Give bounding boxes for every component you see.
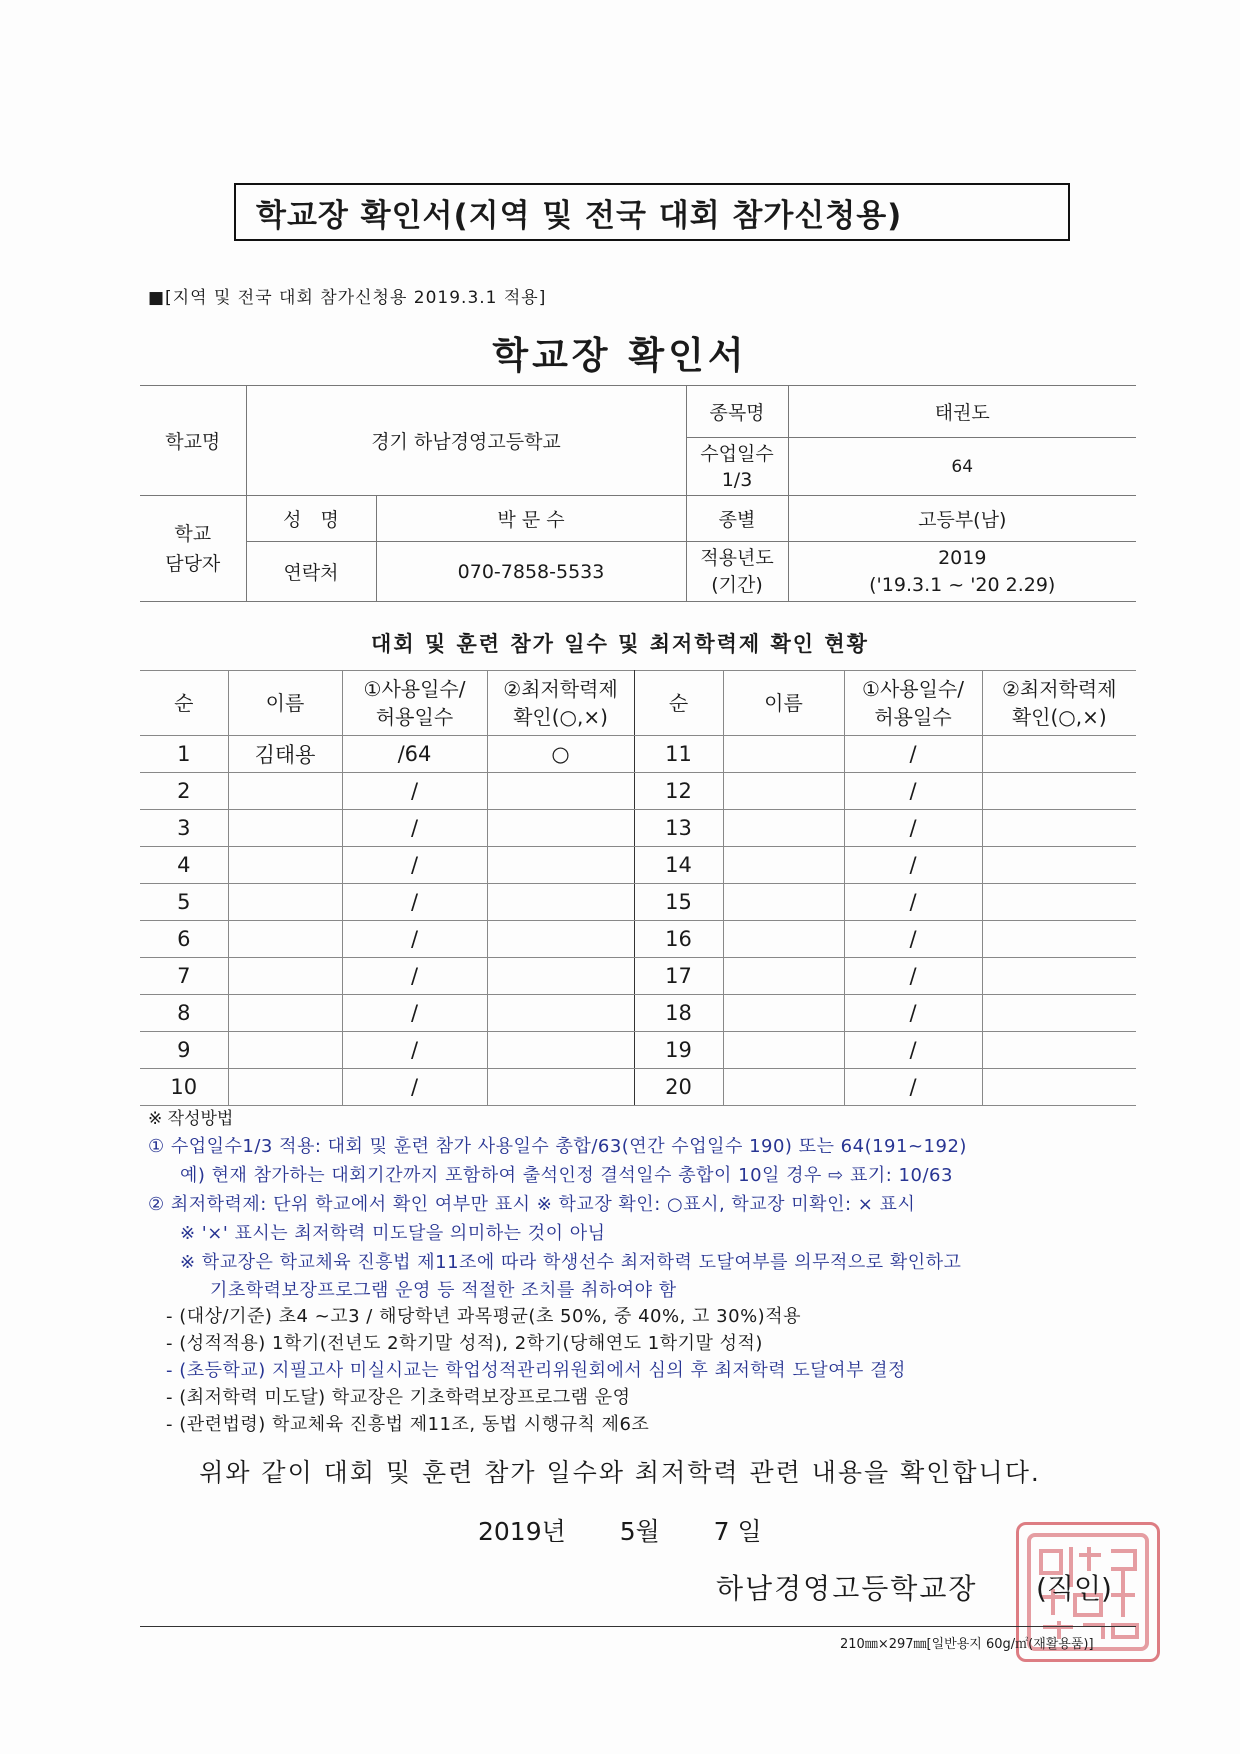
bottom-rule [140, 1626, 1136, 1627]
school-name-label: 학교명 [140, 386, 246, 496]
manager-name-value: 박 문 수 [376, 496, 686, 542]
cell-days: / [844, 921, 982, 958]
school-info-table [140, 385, 1136, 602]
participants-table [140, 670, 1136, 1106]
cell-days: / [342, 1069, 487, 1106]
note-4: ※ '×' 표시는 최저학력 미도달을 의미하는 것이 아님 [180, 1223, 606, 1244]
cell-name [228, 773, 342, 810]
header-days: ①사용일수/ 허용일수 [342, 671, 487, 736]
cell-name [723, 921, 844, 958]
document-heading: 학교장 확인서 [492, 334, 748, 377]
cell-no: 16 [634, 921, 723, 958]
note-3: ② 최저학력제: 단위 학교에서 확인 여부만 표시 ※ 학교장 확인: ○표시, 학교장 미확인: × 표시 [148, 1194, 916, 1215]
cell-no: 17 [634, 958, 723, 995]
cell-days: / [342, 1032, 487, 1069]
year-label: 적용년도 (기간) [686, 542, 788, 602]
cell-no: 7 [140, 958, 228, 995]
table-row [140, 1069, 1136, 1106]
cell-name [723, 773, 844, 810]
section-heading: 대회 및 훈련 참가 일수 및 최저학력제 확인 현황 [371, 632, 869, 656]
cell-check [982, 847, 1136, 884]
table-row [140, 958, 1136, 995]
cell-check [982, 736, 1136, 773]
cell-days: / [844, 958, 982, 995]
paper-spec-footnote: 210㎜×297㎜[일반용지 60g/㎡(재활용품)] [840, 1637, 1094, 1652]
cell-days: / [342, 773, 487, 810]
header-check: ②최저학력제 확인(○,×) [982, 671, 1136, 736]
cell-name [228, 921, 342, 958]
cell-check [982, 773, 1136, 810]
cell-no: 2 [140, 773, 228, 810]
year-cell [788, 542, 1136, 602]
note-7: - (대상/기준) 초4 ~고3 / 해당학년 과목평균(초 50%, 중 40%, 고 30%)적용 [166, 1306, 801, 1327]
cell-days: / [844, 847, 982, 884]
note-2: 예) 현재 참가하는 대회기간까지 포함하여 출석인정 결석일수 총합이 10일 경우 ⇨ 표기: 10/63 [180, 1165, 953, 1186]
cell-name [228, 1032, 342, 1069]
division-label: 종별 [686, 496, 788, 542]
table-row [140, 1032, 1136, 1069]
cell-check [487, 810, 634, 847]
cell-no: 6 [140, 921, 228, 958]
period-value: ('19.3.1 ~ '20 2.29) [869, 573, 1056, 596]
cell-name [228, 884, 342, 921]
contact-label: 연락처 [246, 542, 376, 602]
cell-check [487, 1069, 634, 1106]
cell-name [228, 847, 342, 884]
table-row [140, 884, 1136, 921]
cell-check [982, 995, 1136, 1032]
cell-no: 11 [634, 736, 723, 773]
cell-name [723, 884, 844, 921]
table-row [140, 736, 1136, 773]
cell-check [487, 921, 634, 958]
cell-days: / [342, 921, 487, 958]
cell-no: 10 [140, 1069, 228, 1106]
cell-no: 12 [634, 773, 723, 810]
cell-no: 9 [140, 1032, 228, 1069]
class-days-value: 64 [788, 438, 1136, 496]
applicability-note: ■[지역 및 전국 대회 참가신청용 2019.3.1 적용] [148, 288, 547, 308]
cell-check [487, 847, 634, 884]
cell-name [723, 1032, 844, 1069]
cell-days: / [844, 1069, 982, 1106]
table-row [140, 810, 1136, 847]
cell-check [982, 810, 1136, 847]
cell-days: / [844, 736, 982, 773]
table-row [140, 921, 1136, 958]
header-no: 순 [634, 671, 723, 736]
note-10: - (최저학력 미도달) 학교장은 기초학력보장프로그램 운영 [166, 1387, 631, 1408]
cell-no: 14 [634, 847, 723, 884]
sport-label: 종목명 [686, 386, 788, 438]
cell-days: / [342, 810, 487, 847]
date-month: 5월 [619, 1517, 660, 1546]
cell-name [723, 736, 844, 773]
cell-name [228, 1069, 342, 1106]
cell-no: 20 [634, 1069, 723, 1106]
cell-check [982, 958, 1136, 995]
cell-days: / [342, 884, 487, 921]
cell-days: / [342, 958, 487, 995]
manager-name-label: 성 명 [246, 496, 376, 542]
year-value: 2019 [938, 546, 987, 569]
document-title: 학교장 확인서(지역 및 전국 대회 참가신청용) [234, 183, 1070, 241]
division-value: 고등부(남) [788, 496, 1136, 542]
date-year: 2019년 [478, 1517, 566, 1546]
table-row [140, 847, 1136, 884]
cell-name [723, 995, 844, 1032]
cell-no: 1 [140, 736, 228, 773]
cell-name [723, 1069, 844, 1106]
cell-name [723, 958, 844, 995]
note-5: ※ 학교장은 학교체육 진흥법 제11조에 따라 학생선수 최저학력 도달여부를 의무적으로 확인하고 [180, 1252, 962, 1273]
note-8: - (성적적용) 1학기(전년도 2학기말 성적), 2학기(당해연도 1학기말 성적) [166, 1333, 763, 1354]
cell-name [228, 995, 342, 1032]
cell-name [723, 847, 844, 884]
cell-days: / [342, 995, 487, 1032]
howto-title: ※ 작성방법 [148, 1109, 234, 1129]
cell-check [982, 1069, 1136, 1106]
header-check: ②최저학력제 확인(○,×) [487, 671, 634, 736]
cell-days: / [844, 995, 982, 1032]
participants-header-row [140, 671, 1136, 736]
cell-no: 15 [634, 884, 723, 921]
cell-check [982, 884, 1136, 921]
header-no: 순 [140, 671, 228, 736]
cell-check [487, 1032, 634, 1069]
school-name-value: 경기 하남경영고등학교 [246, 386, 686, 496]
manager-label: 학교 담당자 [140, 496, 246, 602]
cell-name: 김태용 [228, 736, 342, 773]
cell-no: 13 [634, 810, 723, 847]
cell-check: ○ [487, 736, 634, 773]
note-1: ① 수업일수1/3 적용: 대회 및 훈련 참가 사용일수 총합/63(연간 수업일수 190) 또는 64(191~192) [148, 1136, 967, 1157]
cell-days: / [844, 1032, 982, 1069]
cell-name [228, 958, 342, 995]
cell-check [982, 1032, 1136, 1069]
table-row [140, 773, 1136, 810]
cell-no: 4 [140, 847, 228, 884]
signer: 하남경영고등학교장 [716, 1572, 978, 1605]
cell-check [487, 884, 634, 921]
class-days-label: 수업일수 1/3 [686, 438, 788, 496]
date [478, 1512, 762, 1548]
cell-no: 5 [140, 884, 228, 921]
cell-days: / [844, 884, 982, 921]
cell-no: 8 [140, 995, 228, 1032]
date-day: 7 일 [713, 1517, 762, 1546]
cell-days: /64 [342, 736, 487, 773]
cell-no: 19 [634, 1032, 723, 1069]
note-9: - (초등학교) 지필고사 미실시교는 학업성적관리위원회에서 심의 후 최저학력 도달여부 결정 [166, 1360, 906, 1381]
cell-days: / [342, 847, 487, 884]
seal-label: (직인) [1036, 1572, 1112, 1605]
cell-name [723, 810, 844, 847]
table-row [140, 995, 1136, 1032]
cell-no: 18 [634, 995, 723, 1032]
cell-check [982, 921, 1136, 958]
header-name: 이름 [723, 671, 844, 736]
cell-name [228, 810, 342, 847]
header-name: 이름 [228, 671, 342, 736]
contact-value: 070-7858-5533 [376, 542, 686, 602]
cell-days: / [844, 810, 982, 847]
note-11: - (관련법령) 학교체육 진흥법 제11조, 동법 시행규칙 제6조 [166, 1414, 650, 1435]
cell-no: 3 [140, 810, 228, 847]
note-6: 기초학력보장프로그램 운영 등 적절한 조치를 취하여야 함 [210, 1280, 677, 1301]
cell-check [487, 958, 634, 995]
cell-check [487, 773, 634, 810]
confirmation-text: 위와 같이 대회 및 훈련 참가 일수와 최저학력 관련 내용을 확인합니다. [199, 1458, 1041, 1487]
cell-days: / [844, 773, 982, 810]
header-days: ①사용일수/ 허용일수 [844, 671, 982, 736]
cell-check [487, 995, 634, 1032]
sport-value: 태권도 [788, 386, 1136, 438]
